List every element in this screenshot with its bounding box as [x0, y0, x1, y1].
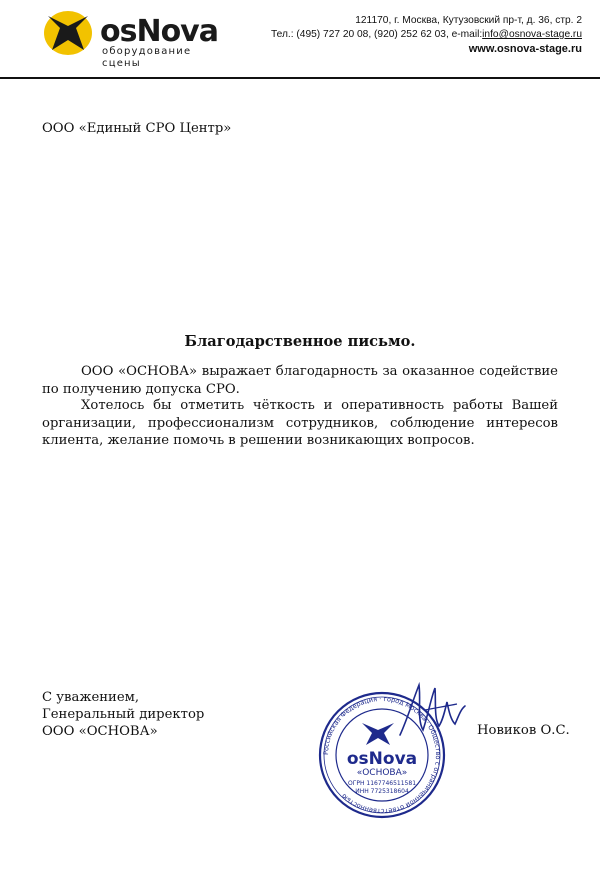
- company-address: 121170, г. Москва, Кутузовский пр-т, д. 36, стр. 2: [355, 15, 582, 26]
- stamp-name: osNova: [346, 749, 418, 769]
- signer-name: Новиков О.С.: [477, 723, 570, 738]
- phones-text: Тел.: (495) 727 20 08, (920) 252 62 03, e-mail:: [271, 29, 483, 40]
- email-link[interactable]: info@osnova-stage.ru: [482, 29, 582, 40]
- stamp-ring-text: Российская Федерация · город Москва · Общество с ограниченной ответственностью: [321, 694, 443, 816]
- logo-mark-icon: [42, 10, 98, 56]
- stamp-company: «ОСНОВА»: [356, 768, 408, 778]
- signer-position: Генеральный директор: [42, 707, 205, 722]
- recipient: ООО «Единый СРО Центр»: [42, 121, 232, 136]
- stamp-inn: ИНН 7725318604: [355, 788, 409, 795]
- contact-block: [271, 14, 582, 56]
- logo-subtitle: оборудование сцены: [102, 46, 192, 69]
- company-logo: [42, 10, 222, 69]
- header-divider: [0, 77, 600, 79]
- handwritten-signature: [395, 680, 475, 745]
- website-link[interactable]: www.osnova-stage.ru: [468, 43, 582, 55]
- paragraph-2: Хотелось бы отметить чёткость и оперативность работы Вашей организации, профессионализм сотрудников, соблюдение интересов клиента, желание помочь в решении возникающих вопросов.: [42, 398, 558, 448]
- letter-title: Благодарственное письмо.: [184, 333, 416, 350]
- signer-company: ООО «ОСНОВА»: [42, 724, 158, 739]
- signature-block: [42, 689, 204, 740]
- stamp-ogrn: ОГРН 1167746511581: [347, 780, 417, 787]
- paragraph-1: ООО «ОСНОВА» выражает благодарность за оказанное содействие по получению допуска СРО.: [42, 364, 558, 397]
- logo-text: osNova: [100, 14, 218, 49]
- regards: С уважением,: [42, 690, 140, 705]
- company-phones: [271, 28, 582, 42]
- stamp-logo-icon: [362, 723, 394, 745]
